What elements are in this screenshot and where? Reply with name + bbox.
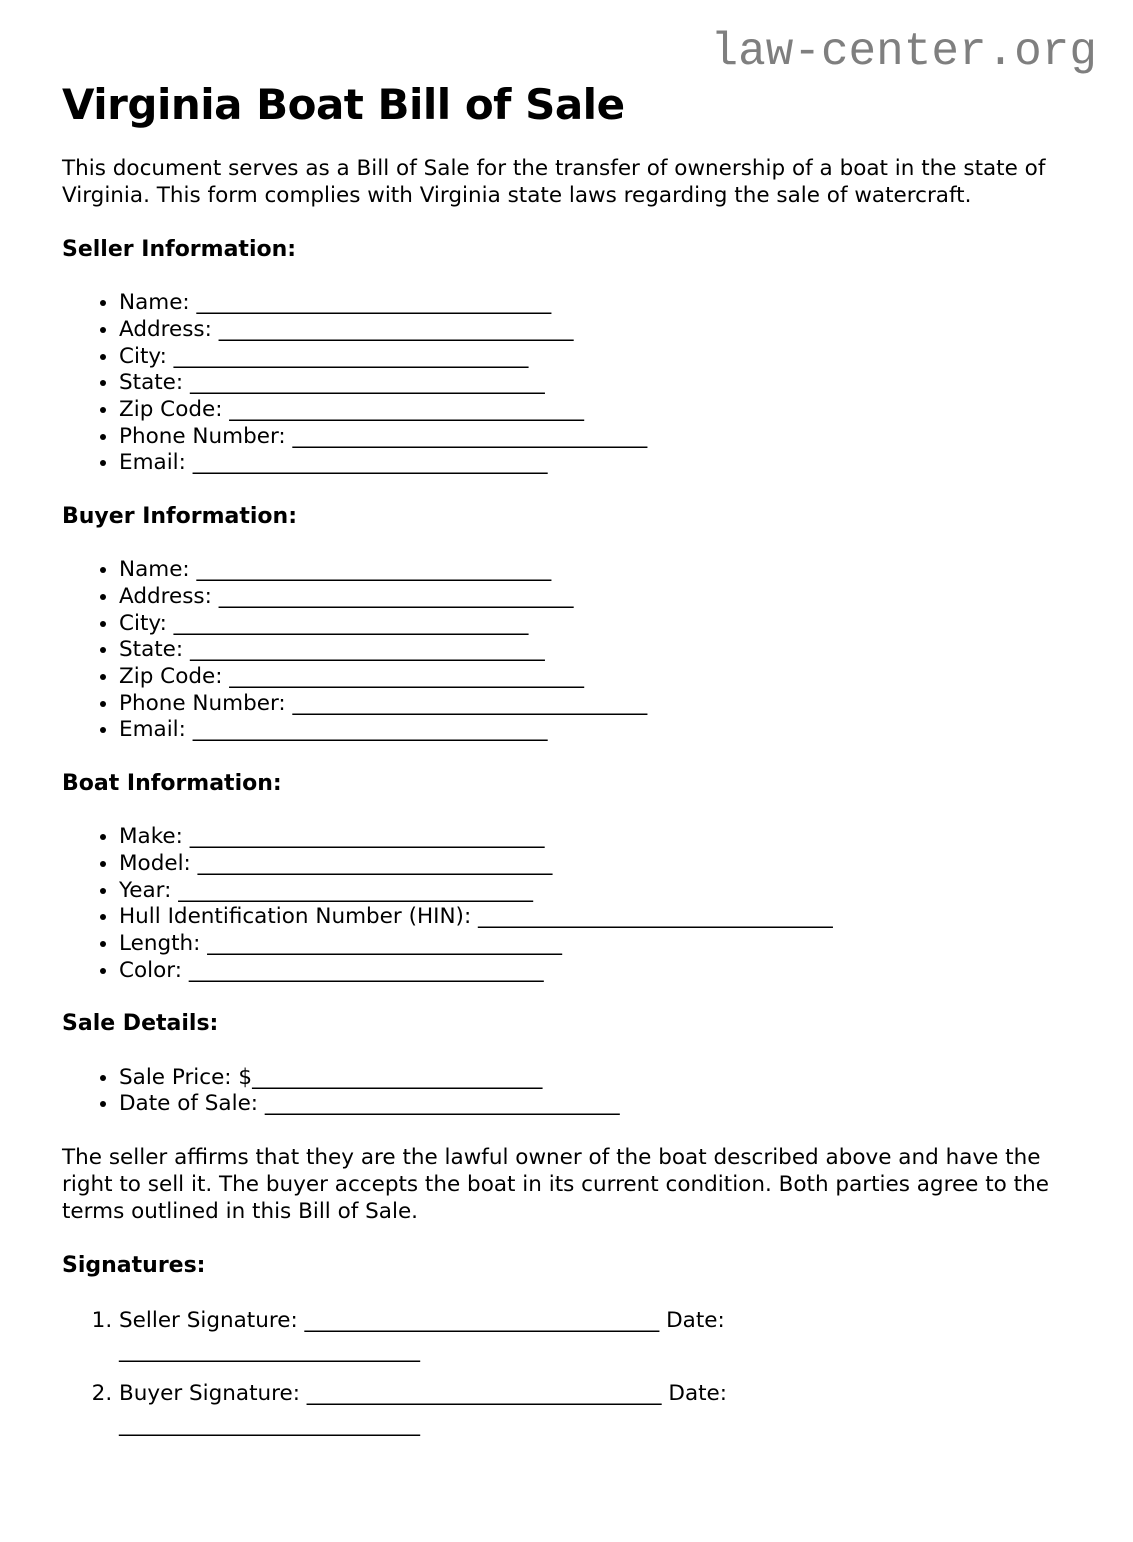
field-label: State: xyxy=(119,637,184,663)
blank-line: ___________________________ xyxy=(252,1064,543,1090)
field-buyer-state xyxy=(119,637,1077,664)
field-boat-length xyxy=(119,931,1077,958)
blank-line: _________________________________ xyxy=(166,343,529,369)
field-label: Email: xyxy=(119,450,186,476)
blank-line: _________________________________ xyxy=(285,423,648,449)
field-label: Address: xyxy=(119,316,212,342)
sale-details-list xyxy=(62,1065,1077,1118)
field-label: City: xyxy=(119,343,167,369)
field-label: Hull Identification Number (HIN): xyxy=(119,904,472,930)
field-seller-email xyxy=(119,450,1077,477)
blank-line: _________________________________ xyxy=(182,824,545,850)
boat-information-list xyxy=(62,824,1077,984)
field-label: Seller Signature: xyxy=(119,1307,298,1333)
document-title: Virginia Boat Bill of Sale xyxy=(62,79,625,129)
intro-paragraph: This document serves as a Bill of Sale for the transfer of ownership of a boat in the state of Virginia. This form complies with Virginia state laws regarding the sale of watercraft. xyxy=(62,156,1046,209)
field-label: State: xyxy=(119,370,184,396)
blank-line: _________________________________ xyxy=(258,1091,620,1117)
field-seller-address xyxy=(119,317,1077,344)
field-boat-color xyxy=(119,958,1077,985)
field-label: Address: xyxy=(119,583,212,609)
field-label: Phone Number: xyxy=(119,423,286,449)
blank-line: _________________________________ xyxy=(182,957,544,983)
field-boat-model xyxy=(119,851,1077,878)
field-seller-city xyxy=(119,344,1077,371)
signature-blank-line: _________________________________ xyxy=(297,1307,667,1333)
affirmation-paragraph: The seller affirms that they are the lawful owner of the boat described above and have the right to sell it. The buyer accepts the boat in its current condition. Both parties agree to the terms outlined in this Bill of Sale. xyxy=(62,1144,1049,1224)
field-label: Zip Code: xyxy=(119,663,223,689)
site-logo: law-center.org xyxy=(710,26,1097,78)
field-label: Zip Code: xyxy=(119,396,223,422)
blank-line: _________________________________ xyxy=(222,396,585,422)
blank-line: _________________________________ xyxy=(211,583,574,609)
blank-line: _________________________________ xyxy=(171,877,533,903)
blank-line: _________________________________ xyxy=(471,904,833,930)
section-heading-sale-details: Sale Details: xyxy=(62,1011,219,1037)
blank-line: _________________________________ xyxy=(166,610,529,636)
field-label: Name: xyxy=(119,557,190,583)
field-label: Year: xyxy=(119,877,172,903)
field-seller-zip xyxy=(119,397,1077,424)
signature-blank-line: _________________________________ xyxy=(299,1380,669,1406)
field-seller-name xyxy=(119,290,1077,317)
field-label: Email: xyxy=(119,717,186,743)
seller-information-list xyxy=(62,290,1077,477)
field-seller-phone xyxy=(119,424,1077,451)
field-boat-make xyxy=(119,824,1077,851)
field-label: Length: xyxy=(119,930,201,956)
field-label: Model: xyxy=(119,850,191,876)
section-heading-buyer-information: Buyer Information: xyxy=(62,503,297,529)
field-buyer-name xyxy=(119,557,1077,584)
field-date-of-sale xyxy=(119,1091,1077,1118)
blank-line: _________________________________ xyxy=(183,370,545,396)
blank-line: _________________________________ xyxy=(190,850,553,876)
blank-line: _________________________________ xyxy=(200,930,562,956)
date-label: Date: xyxy=(666,1307,725,1333)
document-page xyxy=(62,26,1097,1440)
blank-line: _________________________________ xyxy=(183,637,545,663)
section-heading-boat-information: Boat Information: xyxy=(62,770,282,796)
blank-line: _________________________________ xyxy=(222,663,585,689)
signature-row-buyer xyxy=(119,1379,1077,1440)
blank-line: _________________________________ xyxy=(211,316,574,342)
blank-line: _________________________________ xyxy=(185,450,548,476)
signature-row-seller xyxy=(119,1306,1077,1367)
field-buyer-phone xyxy=(119,691,1077,718)
field-buyer-address xyxy=(119,584,1077,611)
field-label: Buyer Signature: xyxy=(119,1380,300,1406)
field-buyer-zip xyxy=(119,664,1077,691)
field-label: City: xyxy=(119,610,167,636)
field-seller-state xyxy=(119,370,1077,397)
signatures-list xyxy=(62,1306,1077,1440)
section-heading-seller-information: Seller Information: xyxy=(62,236,297,262)
date-blank-line: ____________________________ xyxy=(119,1338,420,1364)
field-label: Name: xyxy=(119,290,190,316)
field-sale-price xyxy=(119,1065,1077,1092)
date-blank-line: ____________________________ xyxy=(119,1411,420,1437)
field-buyer-city xyxy=(119,611,1077,638)
field-label: Phone Number: xyxy=(119,690,286,716)
field-label: Color: xyxy=(119,957,182,983)
section-heading-signatures: Signatures: xyxy=(62,1252,206,1278)
field-label: Date of Sale: xyxy=(119,1091,259,1117)
blank-line: _________________________________ xyxy=(285,690,648,716)
date-label: Date: xyxy=(668,1380,728,1406)
field-boat-year xyxy=(119,878,1077,905)
field-buyer-email xyxy=(119,717,1077,744)
field-boat-hin xyxy=(119,904,1077,931)
blank-line: _________________________________ xyxy=(185,717,548,743)
field-label: Make: xyxy=(119,824,183,850)
buyer-information-list xyxy=(62,557,1077,744)
blank-line: _________________________________ xyxy=(189,557,552,583)
field-label: Sale Price: $ xyxy=(119,1064,253,1090)
blank-line: _________________________________ xyxy=(189,290,552,316)
